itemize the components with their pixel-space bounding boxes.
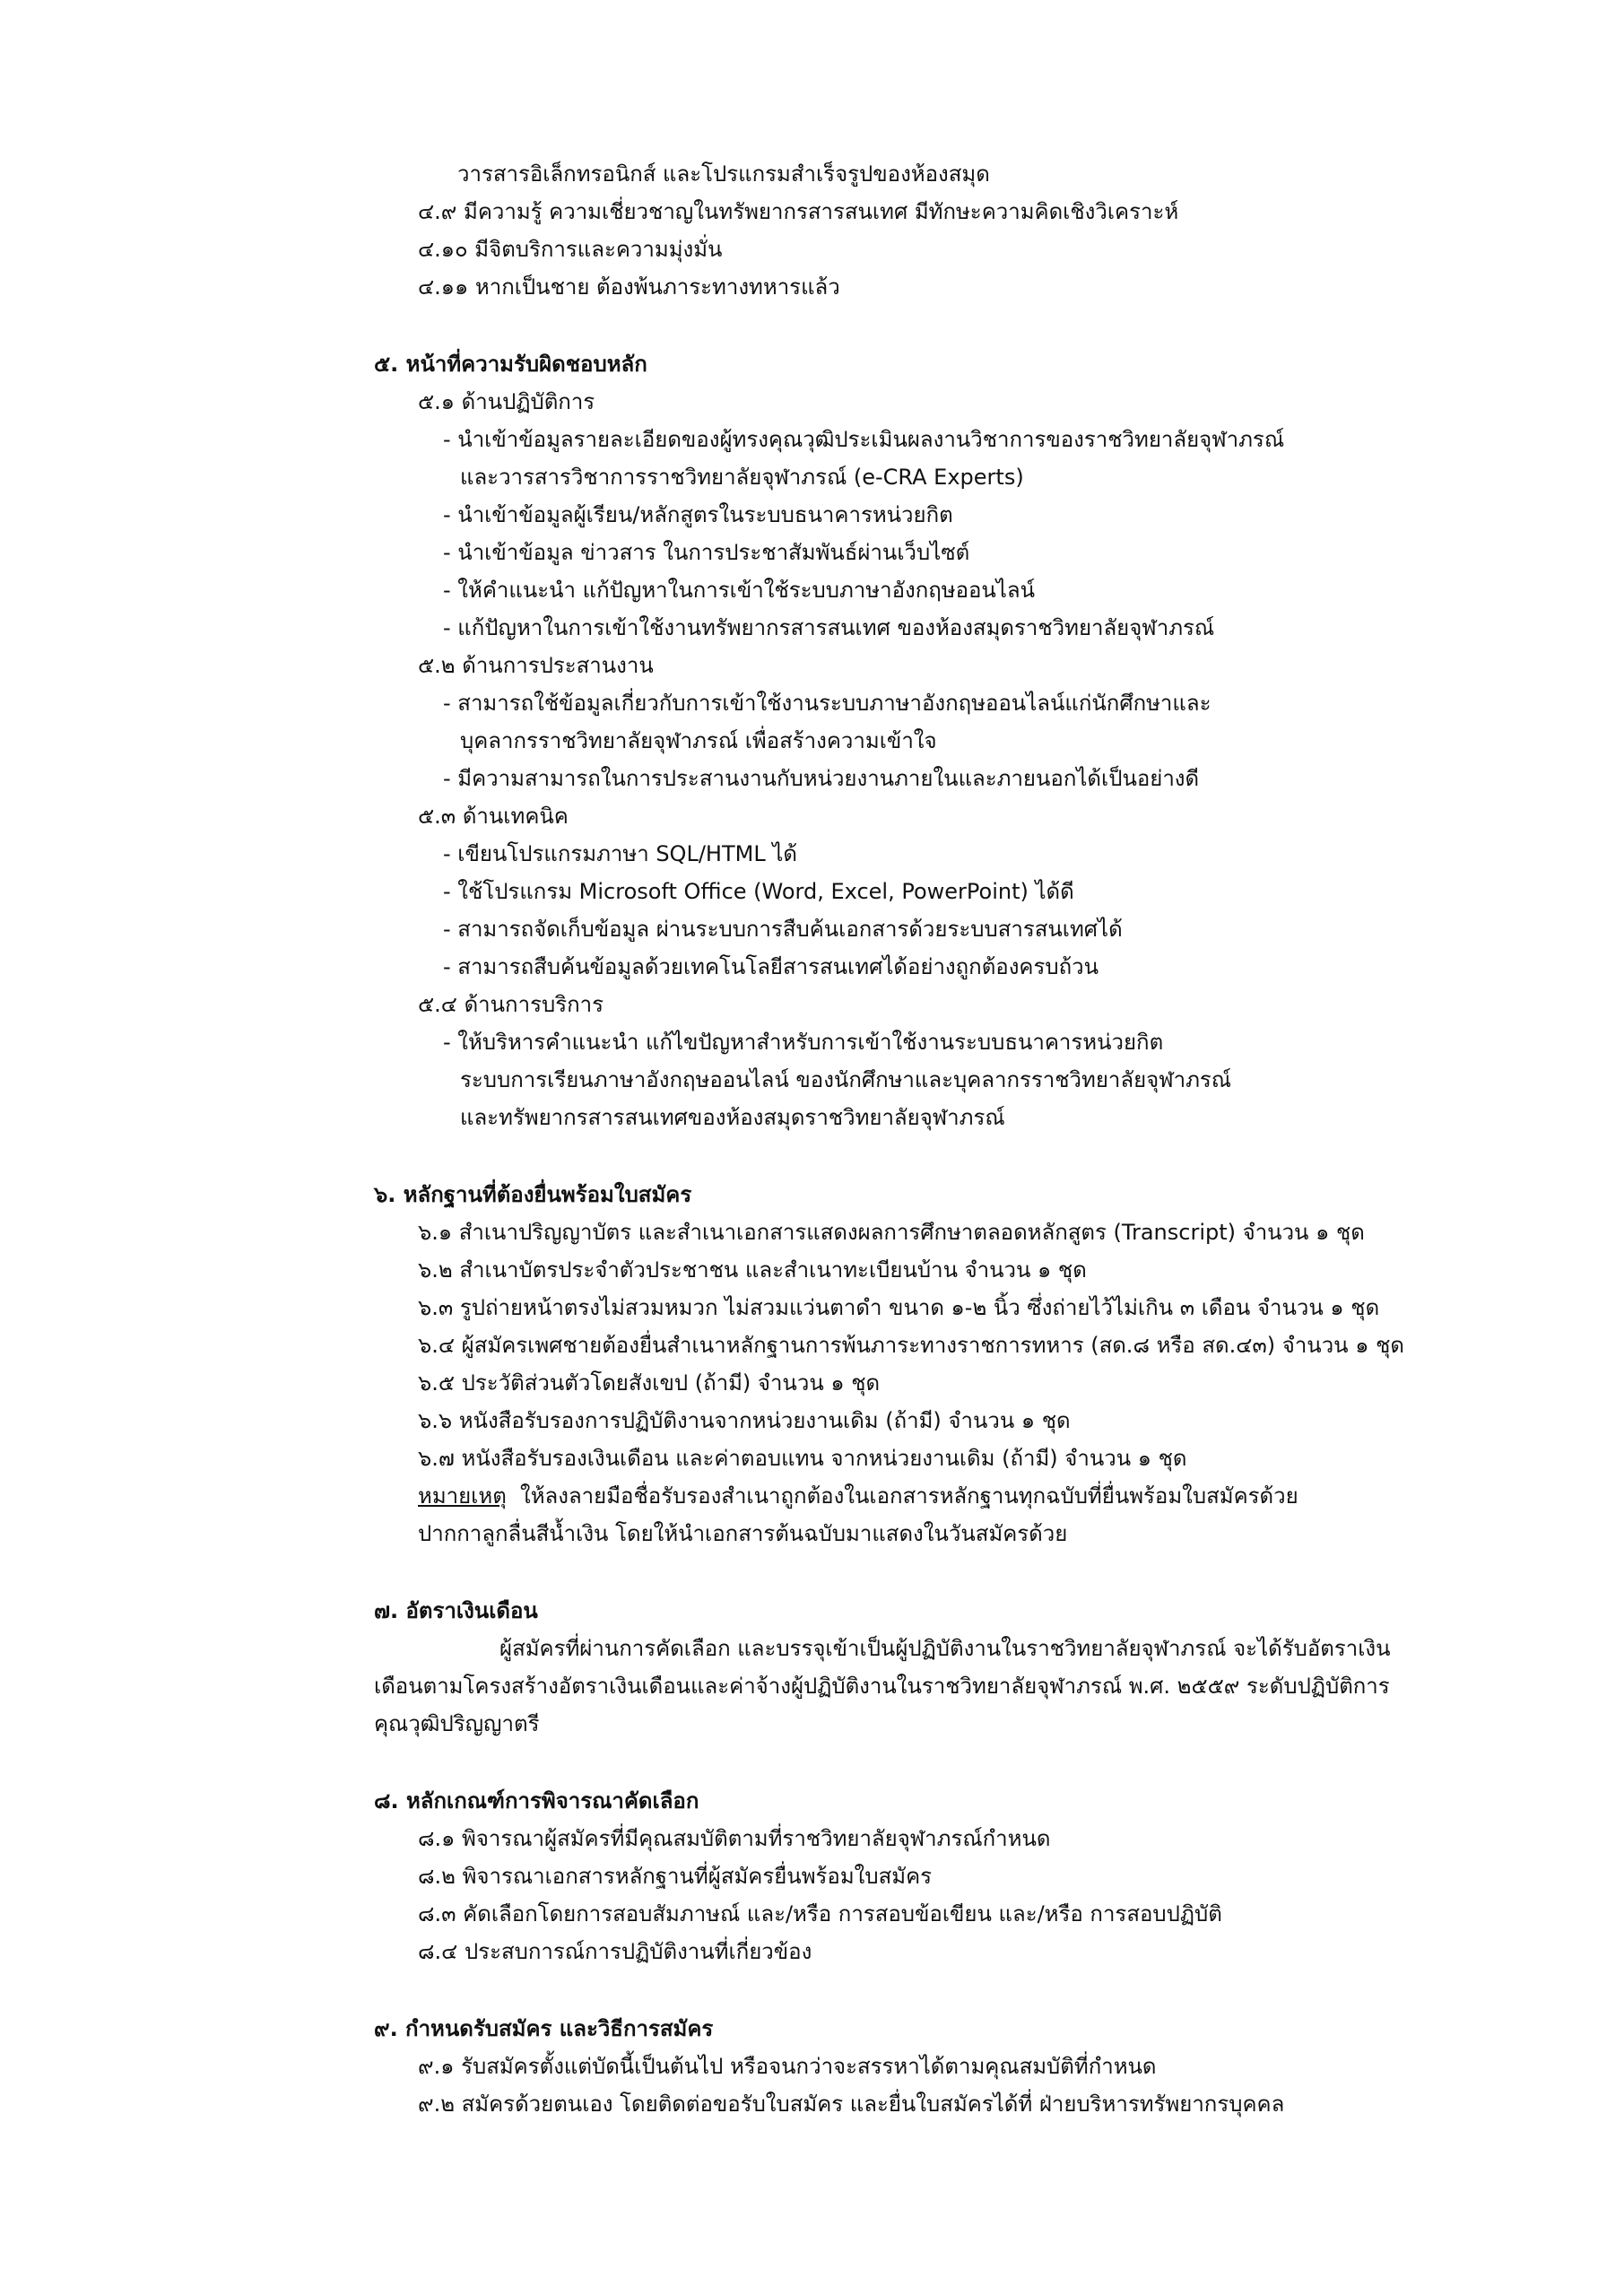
text-line: ๘.๓ คัดเลือกโดยการสอบสัมภาษณ์ และ/หรือ การสอบข้อเขียน และ/หรือ การสอบปฏิบัติ [418,1901,1222,1926]
text-line: ๔.๑๑ หากเป็นชาย ต้องพ้นภาระทางทหารแล้ว [418,274,840,300]
text-line: ๖.๑ สำเนาปริญญาบัตร และสำเนาเอกสารแสดงผลการศึกษาตลอดหลักสูตร (Transcript) จำนวน ๑ ชุด [418,1220,1365,1245]
section-heading: ๙. กำหนดรับสมัคร และวิธีการสมัคร [374,2016,714,2041]
text-line: ๕.๔ ด้านการบริการ [418,992,604,1017]
text-line: วารสารอิเล็กทรอนิกส์ และโปรแกรมสำเร็จรูปของห้องสมุด [457,161,990,187]
text-line: ๔.๙ มีความรู้ ความเชี่ยวชาญในทรัพยากรสารสนเทศ มีทักษะความคิดเชิงวิเคราะห์ [418,199,1179,224]
text-line: ๕.๒ ด้านการประสานงาน [418,653,654,678]
text-line: - มีความสามารถในการประสานงานกับหน่วยงานภายในและภายนอกได้เป็นอย่างดี [443,766,1200,791]
text-line: ๙.๒ สมัครด้วยตนเอง โดยติดต่อขอรับใบสมัคร และยื่นใบสมัครได้ที่ ฝ่ายบริหารทรัพยากรบุคคล [418,2092,1285,2117]
text-line: - ใช้โปรแกรม Microsoft Office (Word, Excel, PowerPoint) ได้ดี [443,879,1074,904]
text-line: ๕.๑ ด้านปฏิบัติการ [418,389,595,414]
text-line: ๖.๓ รูปถ่ายหน้าตรงไม่สวมหมวก ไม่สวมแว่นตาดำ ขนาด ๑-๒ นิ้ว ซึ่งถ่ายไว้ไม่เกิน ๓ เดือน จำนวน ๑ ชุด [418,1295,1380,1320]
text-line: ปากกาลูกลื่นสีน้ำเงิน โดยให้นำเอกสารต้นฉบับมาแสดงในวันสมัครด้วย [418,1521,1068,1546]
text-line: ๖.๗ หนังสือรับรองเงินเดือน และค่าตอบแทน จากหน่วยงานเดิม (ถ้ามี) จำนวน ๑ ชุด [418,1446,1187,1471]
text-line: - เขียนโปรแกรมภาษา SQL/HTML ได้ [443,841,797,866]
text-line: ๕.๓ ด้านเทคนิค [418,804,569,829]
section-heading: ๗. อัตราเงินเดือน [374,1598,538,1623]
text-line: ๖.๔ ผู้สมัครเพศชายต้องยื่นสำเนาหลักฐานการพ้นภาระทางราชการทหาร (สด.๘ หรือ สด.๔๓) จำนวน ๑ ชุด [418,1333,1404,1358]
text-line: บุคลากรราชวิทยาลัยจุฬาภรณ์ เพื่อสร้างความเข้าใจ [460,728,937,753]
text-line: ๙.๑ รับสมัครตั้งแต่บัดนี้เป็นต้นไป หรือจนกว่าจะสรรหาได้ตามคุณสมบัติที่กำหนด [418,2054,1157,2079]
section-heading: ๖. หลักฐานที่ต้องยื่นพร้อมใบสมัคร [374,1182,692,1207]
text-line: - แก้ปัญหาในการเข้าใช้งานทรัพยากรสารสนเทศ ของห้องสมุดราชวิทยาลัยจุฬาภรณ์ [443,615,1215,640]
text-line: - ให้บริหารคำแนะนำ แก้ไขปัญหาสำหรับการเข้าใช้งานระบบธนาคารหน่วยกิต [443,1030,1164,1055]
text-line: - นำเข้าข้อมูลผู้เรียน/หลักสูตรในระบบธนาคารหน่วยกิต [443,502,953,527]
text-line: - ให้คำแนะนำ แก้ปัญหาในการเข้าใช้ระบบภาษาอังกฤษออนไลน์ [443,578,1036,603]
text-line: ๘.๒ พิจารณาเอกสารหลักฐานที่ผู้สมัครยื่นพร้อมใบสมัคร [418,1864,933,1889]
text-line: - สามารถใช้ข้อมูลเกี่ยวกับการเข้าใช้งานระบบภาษาอังกฤษออนไลน์แก่นักศึกษาและ [443,691,1211,716]
text-line: ๔.๑๐ มีจิตบริการและความมุ่งมั่น [418,237,723,262]
text-line: ผู้สมัครที่ผ่านการคัดเลือก และบรรจุเข้าเป็นผู้ปฏิบัติงานในราชวิทยาลัยจุฬาภรณ์ จะได้รับอัตราเงิน [499,1636,1391,1661]
text-line: ให้ลงลายมือชื่อรับรองสำเนาถูกต้องในเอกสารหลักฐานทุกฉบับที่ยื่นพร้อมใบสมัครด้วย [520,1483,1298,1509]
text-line: ระบบการเรียนภาษาอังกฤษออนไลน์ ของนักศึกษาและบุคลากรราชวิทยาลัยจุฬาภรณ์ [460,1067,1232,1092]
text-line: ๖.๒ สำเนาบัตรประจำตัวประชาชน และสำเนาทะเบียนบ้าน จำนวน ๑ ชุด [418,1257,1087,1283]
note-label: หมายเหตุ [418,1483,507,1509]
section-heading: ๘. หลักเกณฑ์การพิจารณาคัดเลือก [374,1788,699,1813]
text-line: ๘.๑ พิจารณาผู้สมัครที่มีคุณสมบัติตามที่ราชวิทยาลัยจุฬาภรณ์กำหนด [418,1826,1051,1851]
text-line: เดือนตามโครงสร้างอัตราเงินเดือนและค่าจ้างผู้ปฏิบัติงานในราชวิทยาลัยจุฬาภรณ์ พ.ศ. ๒๕๕๙ ระดับปฏิบัติการ [374,1674,1390,1699]
text-line: - สามารถสืบค้นข้อมูลด้วยเทคโนโลยีสารสนเทศได้อย่างถูกต้องครบถ้วน [443,954,1099,979]
text-line: ๖.๖ หนังสือรับรองการปฏิบัติงานจากหน่วยงานเดิม (ถ้ามี) จำนวน ๑ ชุด [418,1408,1071,1433]
section-heading: ๕. หน้าที่ความรับผิดชอบหลัก [374,352,647,377]
text-line: - สามารถจัดเก็บข้อมูล ผ่านระบบการสืบค้นเอกสารด้วยระบบสารสนเทศได้ [443,917,1123,942]
text-line: - นำเข้าข้อมูลรายละเอียดของผู้ทรงคุณวุฒิประเมินผลงานวิชาการของราชวิทยาลัยจุฬาภรณ์ [443,427,1285,452]
text-line: - นำเข้าข้อมูล ข่าวสาร ในการประชาสัมพันธ์ผ่านเว็บไซต์ [443,540,970,565]
text-line: คุณวุฒิปริญญาตรี [374,1711,540,1736]
text-line: และวารสารวิชาการราชวิทยาลัยจุฬาภรณ์ (e-CRA Experts) [460,465,1024,490]
text-line: ๘.๔ ประสบการณ์การปฏิบัติงานที่เกี่ยวข้อง [418,1939,812,1964]
text-line: และทรัพยากรสารสนเทศของห้องสมุดราชวิทยาลัยจุฬาภรณ์ [460,1105,1005,1130]
text-line: ๖.๕ ประวัติส่วนตัวโดยสังเขป (ถ้ามี) จำนวน ๑ ชุด [418,1370,881,1396]
